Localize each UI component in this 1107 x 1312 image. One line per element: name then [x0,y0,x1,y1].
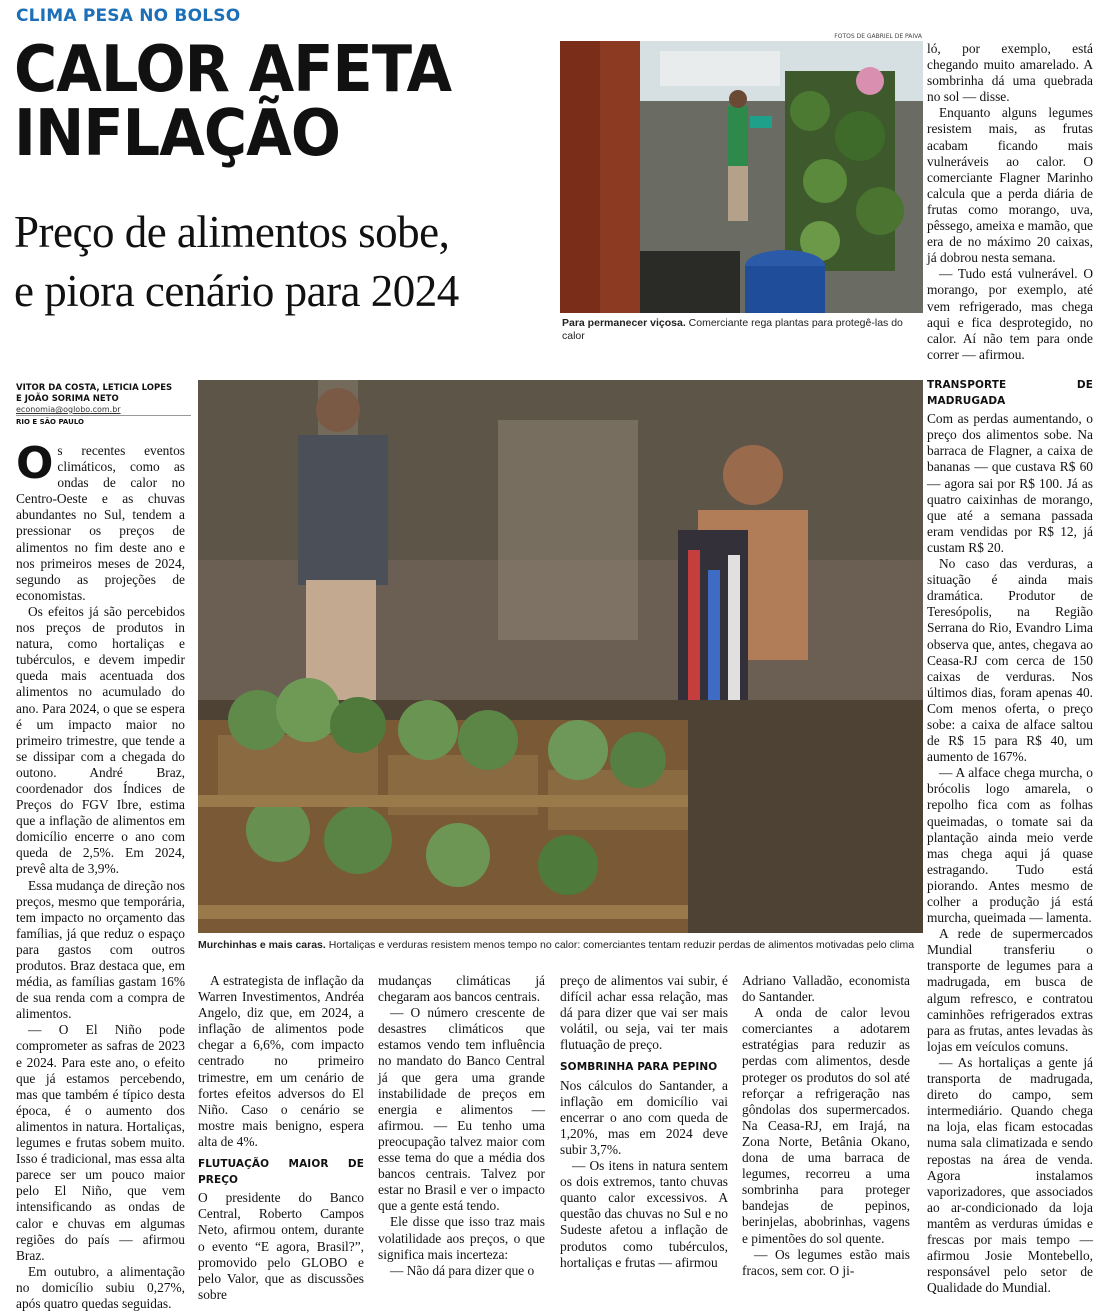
byline [16,383,196,405]
byline-divider [16,415,191,416]
subheadline-line-2: e piora cenário para 2024 [14,266,459,316]
paragraph: O presidente do Banco Central, Roberto Campos Neto, afirmou ontem, durante o evento “E agora, Brasil?”, promovido pelo GLOBO e pelo Valor, que as discussões sobre [198,1190,364,1302]
photo-watering-plants [560,41,923,313]
paragraph: — O El Niño pode comprometer as safras de 2023 e 2024. Para este ano, o efeito que já estamos percebendo, mas que também é típico desta época, é o aumento dos alimentos in natura. Hortaliças, legumes e frutas sobem muito. Isso é tradicional, mas essa alta parece ser um pouco maior pelo El Niño, que vem intensificando as ondas de calor e chuvas em algumas regiões do país — afirmou Braz. [16,1022,185,1263]
paragraph: Nos cálculos do Santander, a inflação em domicílio vai encerrar o ano com queda de 1,20%, mas em 2024 deve subir 3,7%. [560,1077,728,1157]
article-column-6-top [927,41,1093,363]
article-column-4 [560,973,728,1285]
byline-authors-2: E JOÃO SORIMA NETO [16,394,119,404]
author-email-link[interactable]: economia@oglobo.com.br [16,405,121,414]
article-column-5 [742,973,910,1285]
paragraph [16,438,185,604]
photo-vegetables-market [198,380,923,933]
section-subtitle: SOMBRINHA PARA PEPINO [560,1061,718,1074]
article-column-1 [16,438,185,1311]
paragraph: mudanças climáticas já chegaram aos bancos centrais. [378,973,545,1005]
section-subtitle: TRANSPORTE DE MADRUGADA [927,379,1093,408]
photo-watering-plants-image [560,41,923,313]
paragraph: No caso das verduras, a situação é ainda mais dramática. Produtor de Teresópolis, na Região Serrana do Rio, Evandro Lima observa que, antes, chegava ao Ceasa-RJ com cerca de 150 caixas de verduras. Nos últimos dias, foram apenas 40. Com menos oferta, o preço sobe: a caixa de alface saltou de R$ 15 para R$ 40, um aumento de 167%. [927,556,1093,765]
paragraph: Adriano Valladão, economista do Santander. [742,973,910,1005]
paragraph: — Os legumes estão mais fracos, sem cor. O ji- [742,1246,910,1278]
photo-main-caption [198,939,938,952]
article-column-2 [198,973,364,1302]
dateline-place: RIO E SÃO PAULO [16,418,84,426]
paragraph: Em outubro, a alimentação no domicílio subiu 0,27%, após quatro quedas seguidas. [16,1263,185,1311]
paragraph: — A alface chega murcha, o brócolis logo amarela, o repolho fica com as folhas queimadas, o tomate sai da plantação ainda meio verde mas chega aqui já quase estragando. Tudo está piorando. Antes mesmo de colher a produção já está murcha, queimada — lamenta. [927,765,1093,926]
paragraph: A estrategista de inflação da Warren Investimentos, Andréa Angelo, diz que, em 2024, a inflação de alimentos pode chegar a 6,6%, com impacto centrado no primeiro trimestre, em um cenário de fortes efeitos adversos do El Niño. Caso o cenário se mostre mais benigno, espera alta de 4%. [198,973,364,1149]
paragraph: Enquanto alguns legumes resistem mais, as frutas acabam ficando mais vulneráveis ao calor. O comerciante Flagner Marinho calcula que a perda diária de frutas como morango, uva, pêssego, ameixa e mamão, que era de no máximo 20 caixas, já dobrou nesta semana. [927,105,1093,266]
article-column-6 [927,377,1093,1296]
paragraph: preço de alimentos vai subir, é difícil achar essa relação, mas dá para dizer que vai ser mais volátil, ou seja, vai ter mais flutuação de preço. [560,973,728,1053]
photo-top-caption-text: Comerciante rega plantas para protegê-las do calor [562,317,903,342]
section-kicker: CLIMA PESA NO BOLSO [16,6,241,26]
paragraph: A onda de calor levou comerciantes a adotarem estratégias para reduzir as perdas com alimentos, desde proteger os produtos do sol até reforçar a refrigeração nas gôndolas dos supermercados. Na Ceasa-RJ, em Irajá, na Zona Norte, Betânia Okano, dona de uma barraca de legumes, recorreu a uma sombrinha para proteger bandejas de pepinos, berinjelas, abobrinhas, vagens e pimentões do sol quente. [742,1005,910,1246]
photo-main-caption-title: Murchinhas e mais caras. [198,939,326,951]
paragraph: Ele disse que isso traz mais volatilidade aos preços, o que significa mais incerteza: [378,1214,545,1262]
dropcap: O [16,438,54,489]
article-column-3 [378,973,545,1285]
photo-credit: FOTOS DE GABRIEL DE PAIVA [834,33,922,40]
paragraph: Essa mudança de direção nos preços, mesmo que temporária, tem impacto no orçamento das famílias, já que reduz o espaço para gastos com outros produtos. Braz destaca que, em média, as famílias gastam 16% de sua renda com a compra de alimentos. [16,877,185,1022]
paragraph: — Tudo está vulnerável. O morango, por exemplo, até vem refrigerado, mas chega aqui e fica desprotegido, no calor. Aí não tem para onde correr — afirmou. [927,266,1093,362]
photo-vegetables-market-image [198,380,923,933]
subheadline [14,203,574,321]
byline-authors-1: VITOR DA COSTA, LETICIA LOPES [16,383,173,393]
photo-main-caption-text: Hortaliças e verduras resistem menos tempo no calor: comerciantes tentam reduzir perdas de alimentos motivadas pelo clima [325,939,915,951]
section-subtitle: FLUTUAÇÃO MAIOR DE PREÇO [198,1158,364,1187]
photo-top-caption-title: Para permanecer viçosa. [562,317,686,329]
paragraph-text: s recentes eventos climáticos, como as ondas de calor no Centro-Oeste e as chuvas abundantes no Sul, tendem a pressionar os preços de alimentos no fim deste ano e nos primeiros meses de 2024, segundo as projeções de economistas. [16,443,185,603]
headline [14,33,511,171]
paragraph: ló, por exemplo, está chegando muito amarelado. A sombrinha dá uma quebrada no sol — disse. [927,41,1093,105]
photo-top-caption [562,317,924,343]
paragraph: — O número crescente de desastres climáticos que estamos vendo tem influência no mandato do Banco Central já que gera uma grande instabilidade de preços em energia e alimentos — afirmou. — Eu tenho uma preocupação talvez maior com esse tema do que a média dos bancos centrais. Talvez por estar no Brasil e ver o impacto que a gente está tendo. [378,1005,545,1214]
paragraph: — Não dá para dizer que o [390,1262,535,1278]
paragraph: — As hortaliças a gente já transporta de madrugada, direto do campo, sem intermediário. Quando chega na loja, elas ficam estocadas numa sala climatizada e sendo repostas na área de venda. Agora instalamos vaporizadores, que associados ao ar-condicionado da loja mantêm as verduras úmidas e frescas por mais tempo — afirmou Josie Montebello, responsável pelo setor de Qualidade do Mundial. [927,1054,1093,1296]
paragraph: Com as perdas aumentando, o preço dos alimentos sobe. Na barraca de Flagner, a caixa de bananas — que custava R$ 60 — agora sai por R$ 100. Já as quatro caixinhas de morango, que até a semana passada eram vendidas por R$ 12, já custam R$ 20. [927,411,1093,555]
headline-line-1: CALOR AFETA [14,33,452,107]
paragraph: Os efeitos já são percebidos nos preços de produtos in natura, como hortaliças e tubérculos, e devem impedir queda mais acentuada dos alimentos no acumulado do ano. Para 2024, o que se espera é um impacto maior no primeiro trimestre, que tende a se dissipar com a chegada do outono. André Braz, coordenador dos Índices de Preços do FGV Ibre, estima que a inflação de alimentos em domicílio encerre o ano com queda de 2,5%. Em 2024, prevê alta de 3,9%. [16,603,185,877]
paragraph: — Os itens in natura sentem os dois extremos, tanto chuvas quanto calor excessivos. A questão das chuvas no Sul e no Sudeste afetou a inflação de produtos como tubérculos, hortaliças e frutas — afirmou [560,1158,728,1270]
paragraph: A rede de supermercados Mundial transferiu o transporte de legumes para a madrugada, em busca de algum refresco, e contratou caminhões refrigerados extras para as frutas, antes levadas às lojas em veículos comuns. [927,926,1093,1054]
headline-line-2: INFLAÇÃO [14,97,340,171]
subheadline-line-1: Preço de alimentos sobe, [14,207,450,257]
